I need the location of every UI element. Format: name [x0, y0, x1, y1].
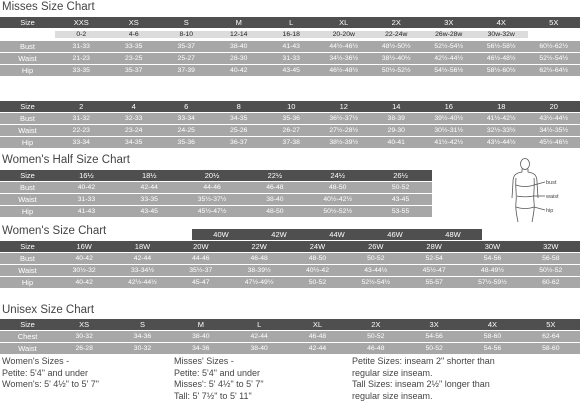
- value-cell: 31-33: [282, 55, 300, 62]
- measure-label: Bust: [19, 114, 35, 123]
- size-cell: 22½: [267, 171, 283, 180]
- womens-half-hip-row: [0, 206, 432, 217]
- measure-label: Hip: [21, 138, 34, 147]
- value-cell: 48-50: [329, 184, 347, 191]
- numeric-cell: 20-20w: [332, 31, 355, 38]
- value-cell: 44-46: [203, 184, 221, 191]
- value-cell: 30-32: [133, 345, 152, 352]
- misses-waist-row: [0, 53, 580, 64]
- note-line: Petite: 5'4" and under: [174, 367, 260, 378]
- value-cell: 38-40: [250, 345, 268, 352]
- bust-marker-label: bust: [546, 180, 557, 186]
- value-cell: 40-42: [75, 255, 93, 262]
- value-cell: 33-34: [72, 139, 90, 146]
- misses-sizes-note: [174, 356, 264, 402]
- value-cell: 54-56: [483, 345, 502, 352]
- value-cell: 62½-64½: [539, 67, 569, 74]
- numeric-cell: 16-18: [282, 31, 300, 38]
- value-cell: 33-35: [140, 196, 158, 203]
- numeric-cell: 4-6: [128, 31, 139, 38]
- value-cell: 27½-28½: [329, 127, 359, 134]
- womens-bust-row: [0, 253, 580, 264]
- misses-numeric-row: [0, 29, 580, 40]
- value-cell: 42½-44½: [434, 55, 464, 62]
- measure-label: Hip: [21, 207, 34, 216]
- value-cell: 43½-44½: [539, 115, 569, 122]
- value-cell: 58-60: [483, 333, 502, 340]
- measure-label: Waist: [18, 126, 37, 135]
- numeric-cell: 26w-28w: [435, 31, 463, 38]
- value-cell: 38½-39½: [329, 139, 359, 146]
- size-cell: XL: [312, 320, 323, 329]
- value-cell: 41-43: [77, 208, 96, 215]
- value-cell: 37-39: [177, 67, 195, 74]
- value-cell: 50-52: [308, 279, 327, 286]
- size-cell: L: [289, 18, 294, 27]
- value-cell: 38-40: [266, 196, 284, 203]
- value-cell: 21-23: [72, 55, 90, 62]
- misses-bust-row: [0, 41, 580, 52]
- misses-numeric-table: [0, 101, 580, 149]
- womens-top-size-row: [192, 229, 482, 240]
- value-cell: 41½-42½: [434, 139, 464, 146]
- value-cell: 26-27: [282, 127, 300, 134]
- note-line: Tall: 5' 7½" to 5' 11": [174, 390, 252, 401]
- value-cell: 40-42: [230, 67, 248, 74]
- value-cell: 54-56: [483, 255, 502, 262]
- value-cell: 30½-32: [72, 267, 96, 274]
- value-cell: 34½-35½: [539, 127, 569, 134]
- size-cell: 42W: [271, 230, 287, 239]
- size-cell: 18W: [134, 242, 151, 251]
- value-cell: 46-48: [367, 345, 385, 352]
- size-cell: 18: [497, 102, 506, 111]
- note-line: Petite Sizes: inseam 2" shorter than: [352, 356, 495, 366]
- womens-waist-row: [0, 265, 580, 276]
- value-cell: 22-23: [72, 127, 90, 134]
- size-cell: 4: [131, 102, 136, 111]
- size-cell: 8: [236, 102, 241, 111]
- value-cell: 44½-46½: [329, 43, 359, 50]
- unisex-chest-row: [0, 331, 580, 342]
- size-cell: 3X: [429, 320, 439, 329]
- value-cell: 43-45: [140, 208, 158, 215]
- size-cell: M: [197, 320, 204, 329]
- value-cell: 29-30: [387, 127, 405, 134]
- size-cell: 32W: [543, 242, 559, 251]
- size-cell: 3X: [444, 18, 454, 27]
- size-cell: 10: [287, 102, 296, 111]
- value-cell: 57½-59½: [478, 279, 507, 286]
- value-cell: 38-40: [192, 333, 210, 340]
- value-cell: 35-36: [282, 115, 300, 122]
- value-cell: 50½-52: [539, 267, 563, 274]
- value-cell: 52½-54½: [539, 55, 569, 62]
- value-cell: 23-24: [125, 127, 143, 134]
- value-cell: 50-52: [391, 184, 410, 191]
- misses-title: Misses Size Chart: [2, 1, 95, 13]
- value-cell: 40-41: [387, 139, 405, 146]
- size-cell: 18½: [141, 171, 157, 180]
- value-cell: 33-34: [177, 115, 195, 122]
- womens-half-title: Women's Half Size Chart: [2, 154, 130, 166]
- size-cell: XS: [128, 18, 139, 27]
- size-cell: 22W: [251, 242, 267, 251]
- note-line: regular size inseam.: [352, 390, 433, 401]
- value-cell: 35-37: [177, 43, 195, 50]
- measure-label: Waist: [18, 54, 37, 63]
- size-cell: XS: [79, 320, 90, 329]
- value-cell: 52½-54½: [361, 279, 391, 286]
- value-cell: 56½-58½: [486, 43, 516, 50]
- numeric-cell: 0-2: [76, 31, 87, 38]
- value-cell: 53-55: [391, 208, 410, 215]
- numeric-cell: [528, 31, 581, 38]
- size-cell: 12: [339, 102, 348, 111]
- value-cell: 41-43: [282, 43, 300, 50]
- value-cell: 32½-33½: [486, 127, 516, 134]
- value-cell: 52½-54½: [434, 43, 464, 50]
- value-cell: 44-46: [192, 255, 210, 262]
- numeric-cell: 8-10: [179, 31, 194, 38]
- size-cell: 6: [184, 102, 189, 111]
- value-cell: 30-32: [75, 333, 93, 340]
- size-cell: S: [139, 320, 145, 329]
- womens-half-size-row: [0, 170, 432, 181]
- measure-label: Waist: [18, 266, 37, 275]
- value-cell: 48-50: [308, 255, 327, 262]
- note-line: Misses': 5' 4½" to 5' 7": [174, 379, 264, 389]
- value-cell: 41½-42½: [486, 115, 516, 122]
- measure-label: Waist: [18, 195, 37, 204]
- value-cell: 32-33: [125, 115, 143, 122]
- value-cell: 28-30: [230, 55, 248, 62]
- size-cell: 16: [444, 102, 453, 111]
- value-cell: 46-48: [250, 255, 268, 262]
- womens-table: [0, 241, 580, 289]
- size-cell: 5X: [549, 18, 559, 27]
- misses2-hip-row: [0, 137, 580, 148]
- size-cell: 24½: [330, 171, 346, 180]
- value-cell: 34-36: [192, 345, 210, 352]
- value-cell: 48-49½: [480, 267, 504, 274]
- misses2-waist-row: [0, 125, 580, 136]
- value-cell: 46-48: [266, 184, 284, 191]
- value-cell: 40-42: [75, 279, 93, 286]
- value-cell: 58-60: [542, 345, 560, 352]
- value-cell: 38½-40½: [381, 55, 411, 62]
- misses2-bust-row: [0, 113, 580, 124]
- waist-marker-label: waist: [546, 194, 559, 200]
- value-cell: 43-44½: [364, 267, 388, 274]
- unisex-size-row: [0, 319, 580, 330]
- size-cell: 20W: [193, 242, 209, 251]
- value-cell: 43½-44½: [486, 139, 516, 146]
- value-cell: 50-52: [367, 255, 385, 262]
- womens-half-table: [0, 170, 432, 218]
- value-cell: 39½-40½: [434, 115, 464, 122]
- size-cell: 2X: [391, 18, 401, 27]
- size-label: Size: [20, 18, 35, 27]
- unisex-table: [0, 319, 580, 355]
- size-cell: 5X: [546, 320, 556, 329]
- size-cell: L: [257, 320, 262, 329]
- size-label: Size: [20, 320, 35, 329]
- size-cell: 26½: [393, 171, 408, 180]
- size-cell: 14: [392, 102, 401, 111]
- size-cell: 4X: [496, 18, 506, 27]
- value-cell: 46-48: [308, 333, 327, 340]
- value-cell: 35½-37½: [197, 196, 227, 203]
- value-cell: 58½-60½: [486, 67, 516, 74]
- numeric-cell: 22-24w: [385, 31, 408, 38]
- value-cell: 62-64: [542, 333, 560, 340]
- womens-top-sizes: [192, 229, 482, 241]
- size-cell: M: [235, 18, 242, 27]
- size-cell: XXS: [73, 18, 89, 27]
- misses-size-row: [0, 17, 580, 28]
- value-cell: 38-40: [230, 43, 248, 50]
- womens-size-row: [0, 241, 580, 252]
- value-cell: 38-39: [387, 115, 405, 122]
- womens-title: Women's Size Chart: [2, 225, 107, 237]
- value-cell: 46½-48½: [486, 55, 516, 62]
- value-cell: 31-33: [77, 196, 96, 203]
- value-cell: 48½-50½: [381, 43, 411, 50]
- value-cell: 42-44: [133, 255, 152, 262]
- note-line: Petite: 5'4" and under: [2, 367, 88, 378]
- value-cell: 25-27: [177, 55, 195, 62]
- measure-label: Bust: [19, 42, 35, 51]
- size-cell: 16½: [79, 171, 94, 180]
- value-cell: 36-37: [230, 139, 248, 146]
- value-cell: 33-34½: [130, 267, 155, 274]
- value-cell: 40½-42: [305, 267, 329, 274]
- size-cell: 20½: [204, 171, 220, 180]
- numeric-cell: 30w-32w: [487, 31, 515, 38]
- misses-table: [0, 17, 580, 77]
- hip-marker-label: hip: [546, 208, 554, 214]
- measure-label: Bust: [19, 183, 35, 192]
- value-cell: 60-62: [542, 279, 560, 286]
- value-cell: 43-45: [391, 196, 410, 203]
- measure-label: Waist: [18, 344, 37, 353]
- petite-tall-note: [352, 356, 495, 402]
- value-cell: 31-32: [72, 115, 90, 122]
- value-cell: 33-35: [72, 67, 90, 74]
- value-cell: 34-35: [230, 115, 248, 122]
- value-cell: 50-52: [367, 333, 385, 340]
- size-label: Size: [20, 171, 35, 180]
- value-cell: 50½-52½: [381, 67, 411, 74]
- body-figure-icon: [505, 158, 581, 224]
- value-cell: 50½-52½: [323, 208, 353, 215]
- womens-sizes-note: [2, 356, 99, 391]
- size-cell: 46W: [387, 230, 403, 239]
- value-cell: 31-33: [72, 43, 90, 50]
- value-cell: 34-36: [133, 333, 152, 340]
- value-cell: 34-35: [125, 139, 143, 146]
- size-label: Size: [20, 242, 35, 251]
- value-cell: 34½-36½: [329, 55, 359, 62]
- value-cell: 42½-44½: [128, 279, 157, 286]
- numeric-cell: 12-14: [230, 31, 248, 38]
- misses-hip-row: [0, 65, 580, 76]
- measure-label: Chest: [17, 332, 38, 341]
- value-cell: 35-36: [177, 139, 195, 146]
- size-cell: 4X: [487, 320, 498, 329]
- value-cell: 52-54: [425, 255, 443, 262]
- note-line: Misses' Sizes -: [174, 356, 234, 366]
- value-cell: 54½-56½: [434, 67, 464, 74]
- value-cell: 30½-31½: [434, 127, 464, 134]
- size-cell: S: [183, 18, 189, 27]
- unisex-title: Unisex Size Chart: [2, 304, 95, 316]
- size-cell: 24W: [309, 242, 326, 251]
- womens-half-bust-row: [0, 182, 432, 193]
- value-cell: 42-44: [308, 345, 327, 352]
- womens-half-waist-row: [0, 194, 432, 205]
- size-cell: XL: [339, 18, 349, 27]
- measure-label: Hip: [21, 66, 34, 75]
- value-cell: 55-57: [425, 279, 443, 286]
- value-cell: 47½-49½: [244, 279, 274, 286]
- value-cell: 54-56: [425, 333, 443, 340]
- value-cell: 60½-62½: [539, 43, 569, 50]
- size-cell: 16W: [76, 242, 92, 251]
- value-cell: 23-25: [125, 55, 143, 62]
- value-cell: 48-50: [266, 208, 284, 215]
- unisex-waist-row: [0, 343, 580, 354]
- value-cell: 45½-47: [422, 267, 446, 274]
- value-cell: 35½-37: [189, 267, 213, 274]
- value-cell: 42-44: [250, 333, 268, 340]
- value-cell: 33-35: [125, 43, 143, 50]
- value-cell: 45½-47½: [197, 208, 227, 215]
- value-cell: 40-42: [77, 184, 96, 191]
- measure-label: Bust: [19, 254, 35, 263]
- size-label: Size: [20, 102, 35, 111]
- value-cell: 25-26: [230, 127, 248, 134]
- value-cell: 45-47: [192, 279, 210, 286]
- value-cell: 38-39½: [247, 267, 271, 274]
- womens-hip-row: [0, 277, 580, 288]
- value-cell: 45½-46½: [539, 139, 569, 146]
- size-cell: 28W: [426, 242, 442, 251]
- size-cell: 48W: [445, 230, 461, 239]
- note-line: regular size inseam.: [352, 367, 433, 378]
- value-cell: 37-38: [282, 139, 300, 146]
- value-cell: 36½-37½: [329, 115, 359, 122]
- value-cell: 43-45: [282, 67, 300, 74]
- value-cell: 50-52: [425, 345, 443, 352]
- misses2-size-row: [0, 101, 580, 112]
- body-measurement-figure: [505, 158, 581, 224]
- size-cell: 2: [79, 102, 84, 111]
- note-line: Women's Sizes -: [2, 356, 70, 366]
- value-cell: 35-37: [125, 67, 143, 74]
- note-line: Tall Sizes: inseam 2½" longer than: [352, 379, 490, 389]
- value-cell: 40½-42½: [323, 196, 353, 203]
- size-cell: 20: [549, 102, 558, 111]
- measure-label: Hip: [21, 278, 34, 287]
- size-cell: 2X: [371, 320, 381, 329]
- size-cell: 44W: [329, 230, 345, 239]
- size-cell: 40W: [213, 230, 229, 239]
- size-cell: 30W: [484, 242, 501, 251]
- value-cell: 42-44: [140, 184, 158, 191]
- value-cell: 26-28: [75, 345, 93, 352]
- value-cell: 24-25: [177, 127, 195, 134]
- note-line: Women's: 5' 4½" to 5' 7": [2, 379, 99, 389]
- value-cell: 56-58: [542, 255, 560, 262]
- value-cell: 46½-48½: [329, 67, 359, 74]
- size-cell: 26W: [368, 242, 384, 251]
